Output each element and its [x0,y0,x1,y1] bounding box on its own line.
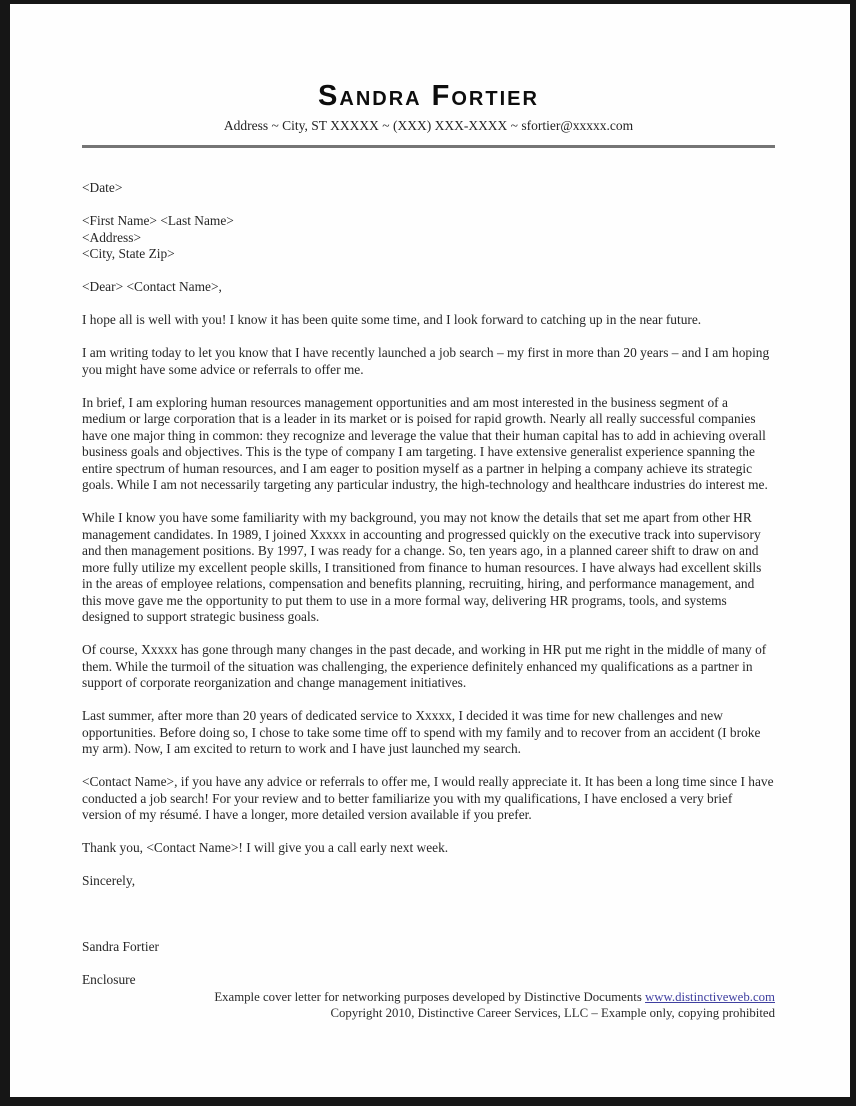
footer-website-link[interactable]: www.distinctiveweb.com [645,990,775,1004]
footer-line-2: Copyright 2010, Distinctive Career Services, LLC – Example only, copying prohibited [330,1006,775,1020]
body-paragraph: In brief, I am exploring human resources management opportunities and am most interested in the business segment of a medium or large corporation that is a leader in its market or is poised for rapid growth. Nearly all really successful companies have one major thing in common: they recognize and leverage the value that their human capital has to add in achieving overall business goals and objectives. This is the type of company I am targeting. I have extensive generalist experience spanning the entire spectrum of human resources, and I am eager to position myself as a partner in helping a company achieve its strategic goals. While I am not necessarily targeting any particular industry, the high-technology and healthcare industries do interest me. [82,394,768,492]
letterhead-contact: Address ~ City, ST XXXXX ~ (XXX) XXX-XXXX ~ sfortier@xxxxx.com [223,118,634,133]
document-footer [82,989,775,1021]
recipient-block [82,213,775,263]
body-paragraph: <Contact Name>, if you have any advice or referrals to offer me, I would really appreciate it. It has been a long time since I have conducted a job search! For your review and to better familiarize you with my qualifications, I have enclosed a very brief version of my résumé. I have a longer, more detailed version available if you prefer. [82,774,774,822]
footer-line-1 [82,989,775,1005]
enclosure-label: Enclosure [82,971,136,987]
letter-body [82,180,775,988]
signature-name: Sandra Fortier [82,938,159,954]
body-paragraph: Of course, Xxxxx has gone through many changes in the past decade, and working in HR put me right in the middle of many of them. While the turmoil of the situation was challenging, the experience definitely enhanced my qualifications as a partner in support of corporate reorganization and change management initiatives. [82,642,767,690]
closing-salutation: Sincerely, [82,873,136,888]
body-paragraph: While I know you have some familiarity with my background, you may not know the details that set me apart from other HR management candidates. In 1989, I joined Xxxxx in accounting and progressed quickly on the executive track into supervisory and then management positions. By 1997, I was ready for a change. So, ten years ago, in a planned career shift to draw on and more fully utilize my excellent people skills, I transitioned from finance to human resources. I have always had excellent skills in the areas of employee relations, compensation and benefits planning, recruiting, hiring, and performance management, and this move gave me the opportunity to put them to use in a more formal way, delivering HR programs, tools, and systems designed to support strategic business goals. [82,510,762,624]
footer-credit-text: Example cover letter for networking purposes developed by Distinctive Documents [214,990,646,1004]
body-paragraph: Thank you, <Contact Name>! I will give you a call early next week. [82,840,449,855]
recipient-address-line: <Address> [82,229,141,245]
salutation: <Dear> <Contact Name>, [82,279,222,294]
body-paragraph: I hope all is well with you! I know it has been quite some time, and I look forward to catching up in the near future. [82,312,702,327]
recipient-city-line: <City, State Zip> [82,246,175,261]
letterhead-name: Sandra Fortier [318,80,539,112]
body-paragraph: I am writing today to let you know that I have recently launched a job search – my first in more than 20 years – and I am hoping you might have some advice or referrals to offer me. [82,345,770,377]
letterhead-divider [82,145,775,148]
recipient-name-line: <First Name> <Last Name> [82,213,234,228]
date-placeholder: <Date> [82,180,123,195]
body-paragraph: Last summer, after more than 20 years of dedicated service to Xxxxx, I decided it was time for new challenges and new opportunities. Before doing so, I chose to take some time off to spend with my family and to recover from an accident (I broke my arm). Now, I am excited to return to work and I have just launched my search. [82,708,761,756]
